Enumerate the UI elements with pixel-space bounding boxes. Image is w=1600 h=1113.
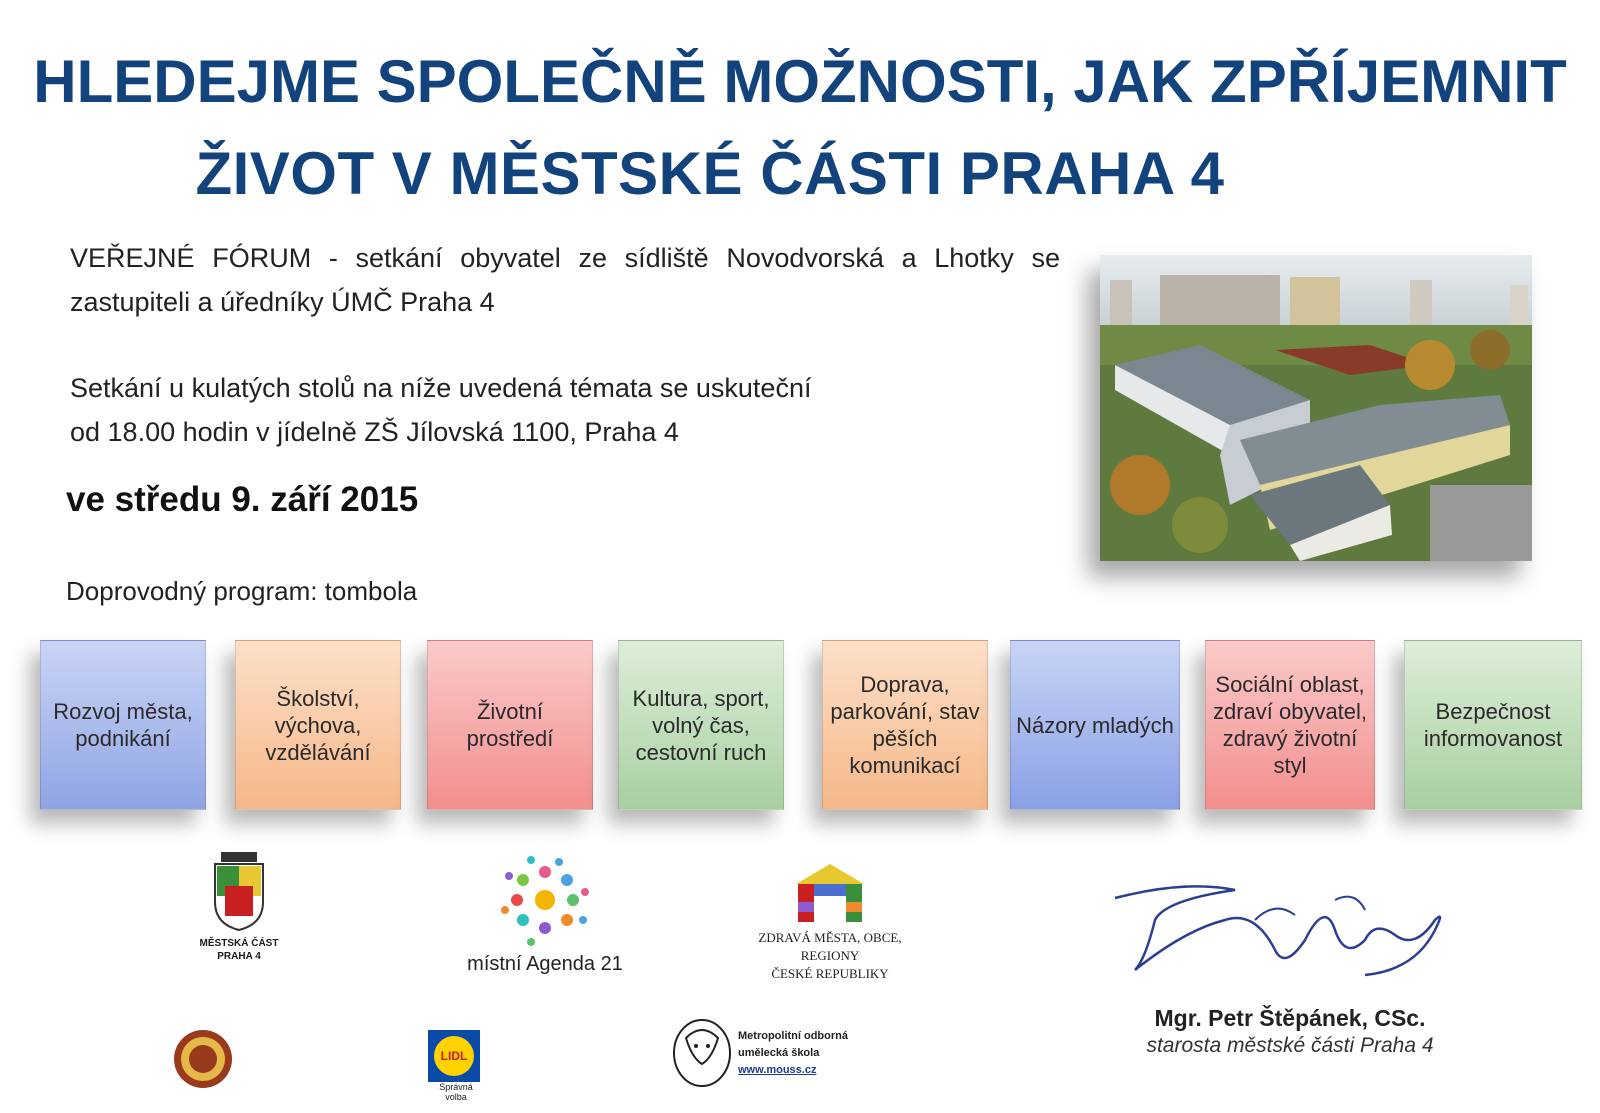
event-date: ve středu 9. září 2015 <box>66 480 419 519</box>
mayor-name: Mgr. Petr Štěpánek, CSc. <box>1154 1005 1426 1031</box>
praha4-crest-logo <box>198 852 280 963</box>
lidl-badge <box>428 1030 480 1082</box>
crest-icon <box>209 852 269 932</box>
topic-box-safety <box>1404 640 1582 810</box>
praha4-logo-text: MĚSTSKÁ ČÁST PRAHA 4 <box>199 938 279 962</box>
meeting-info <box>70 366 811 454</box>
topic-label: Rozvoj města, podnikání <box>53 699 193 751</box>
meeting-line1: Setkání u kulatých stolů na níže uvedená témata se uskuteční <box>70 373 812 403</box>
lidl-logo <box>428 1030 484 1102</box>
poster-title-line1: HLEDEJME SPOLEČNĚ MOŽNOSTI, JAK ZPŘÍJEMNIT <box>33 48 1567 115</box>
topic-label: Doprava, parkování, stav pěších komunikací <box>830 672 980 778</box>
seal-icon <box>172 1028 234 1090</box>
topic-box-youth <box>1010 640 1180 810</box>
topic-label: Životní prostředí <box>466 699 554 751</box>
school-aerial-photo <box>1100 255 1532 561</box>
agenda21-text: místní Agenda 21 <box>467 953 623 975</box>
topic-box-environment <box>427 640 593 810</box>
round-seal-logo <box>172 1028 234 1095</box>
handwritten-signature <box>1105 880 1465 1000</box>
topic-label: Školství, výchova, vzdělávání <box>265 685 371 765</box>
healthy-cities-line1: ZDRAVÁ MĚSTA, OBCE, REGIONY <box>758 930 902 963</box>
lidl-text: LIDL <box>434 1036 474 1076</box>
meeting-line2: od 18.00 hodin v jídelně ZŠ Jílovská 1100, Praha 4 <box>70 417 679 447</box>
face-icon <box>672 1018 732 1088</box>
topic-box-development <box>40 640 206 810</box>
topic-label: Názory mladých <box>1016 712 1174 738</box>
poster-title-line2: ŽIVOT V MĚSTSKÉ ČÁSTI PRAHA 4 <box>195 140 1225 207</box>
lidl-slogan: Správná volba <box>439 1082 473 1102</box>
topic-label: Bezpečnost informovanost <box>1423 699 1563 751</box>
topic-label: Kultura, sport, volný čas, cestovní ruch <box>632 685 770 765</box>
healthy-cities-line2: ČESKÉ REPUBLIKY <box>771 966 889 981</box>
healthy-cities-logo <box>735 862 925 983</box>
topic-box-transport <box>822 640 988 810</box>
mayor-role: starosta městské části Praha 4 <box>1146 1034 1434 1057</box>
topic-box-social <box>1205 640 1375 810</box>
mouss-url[interactable]: www.mouss.cz <box>738 1064 817 1076</box>
agenda21-logo <box>455 852 635 976</box>
forum-description: VEŘEJNÉ FÓRUM - setkání obyvatel ze sídliště Novodvorská a Lhotky se zastupiteli a úředníky ÚMČ Praha 4 <box>70 243 1060 317</box>
topic-box-education <box>235 640 401 810</box>
mouss-line2: umělecká škola <box>738 1047 820 1059</box>
mouss-line1: Metropolitní odborná <box>738 1030 848 1042</box>
dots-icon <box>497 852 593 948</box>
accompanying-program: Doprovodný program: tombola <box>66 576 418 606</box>
topic-box-culture <box>618 640 784 810</box>
topic-label: Sociální oblast, zdraví obyvatel, zdravý životní styl <box>1212 672 1368 778</box>
arch-icon <box>794 862 866 924</box>
